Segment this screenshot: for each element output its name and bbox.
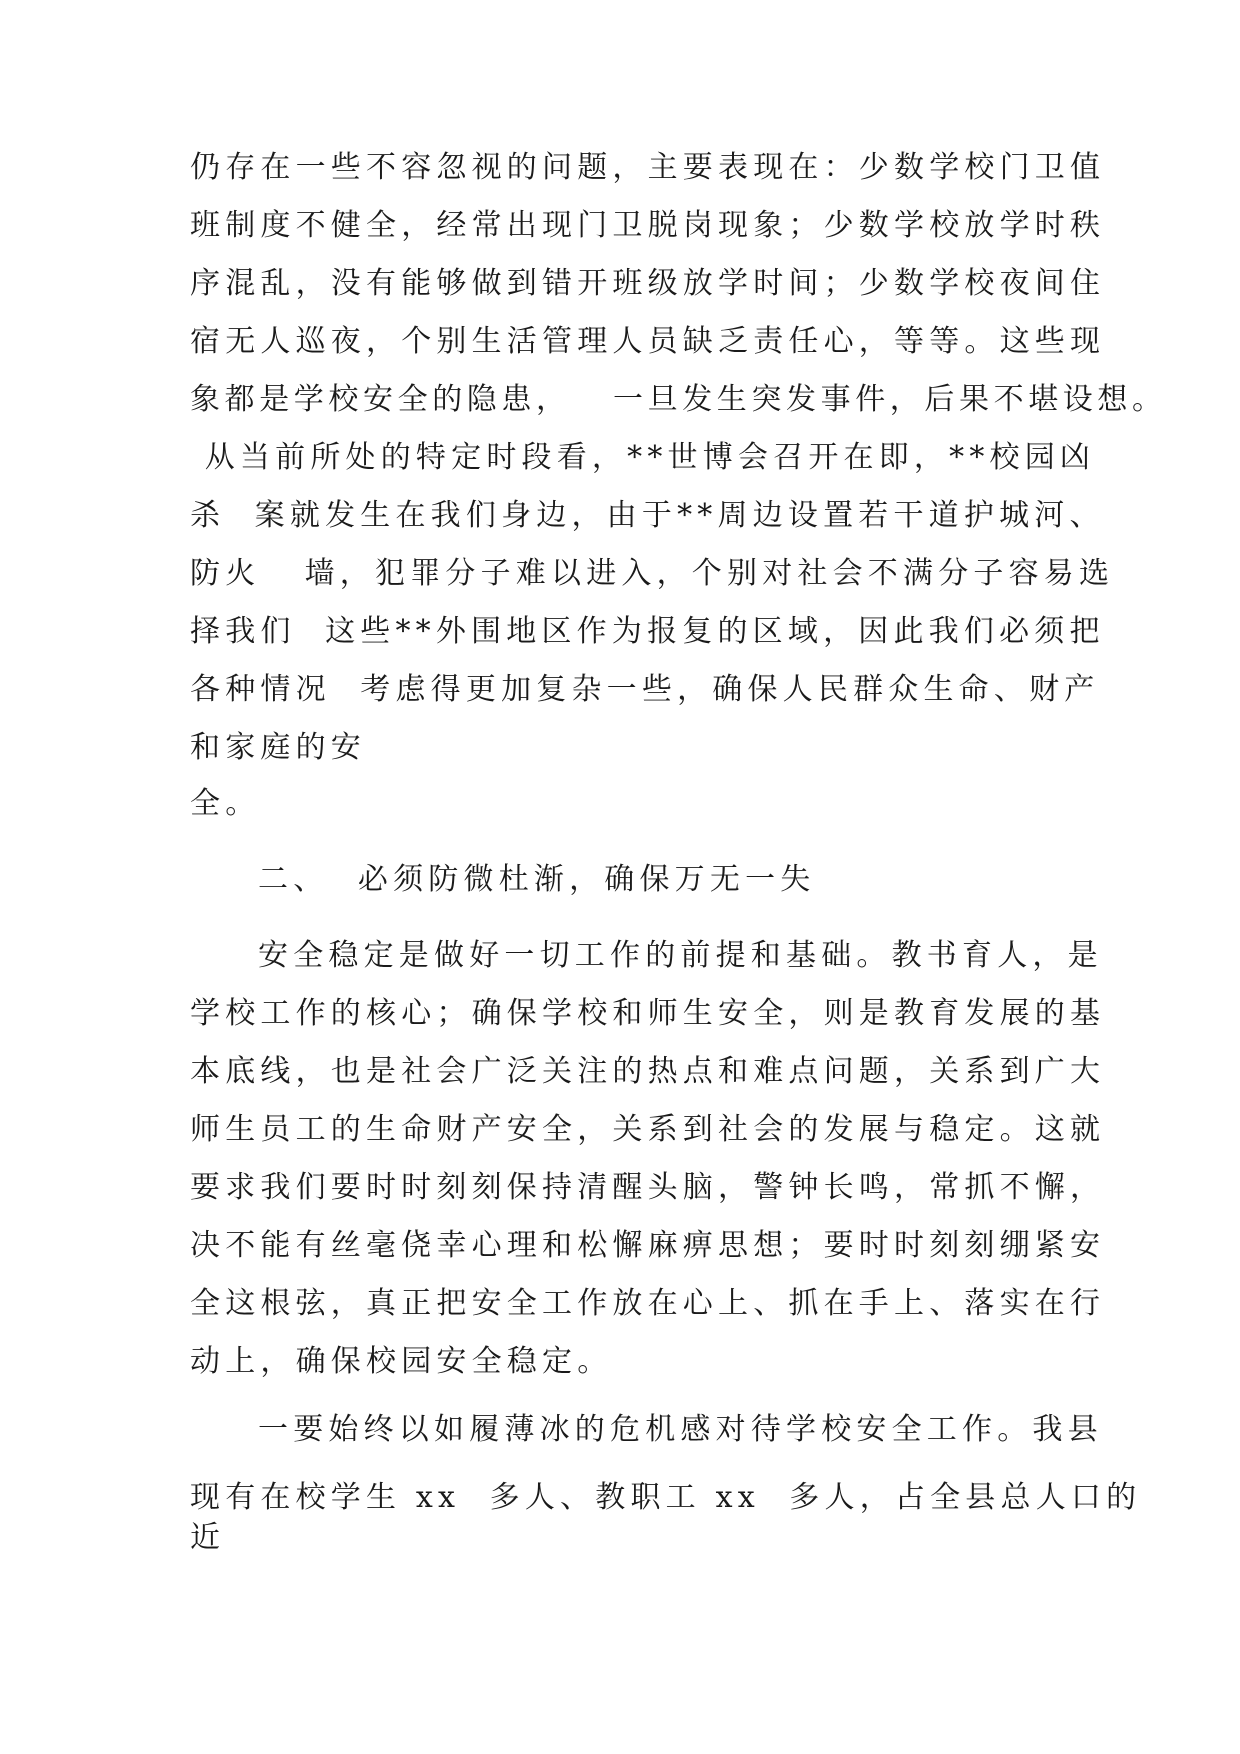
text-line: 和家庭的安: [190, 730, 366, 765]
text-line: 学校工作的核心；确保学校和师生安全，则是教育发展的基: [190, 996, 1106, 1031]
text-line: 象都是学校安全的隐患， 一旦发生突发事件，后果不堪设想。: [190, 382, 1167, 417]
text-line: 杀 案就发生在我们身边，由于**周边设置若干道护城河、: [190, 498, 1105, 533]
text-line: 要求我们要时时刻刻保持清醒头脑，警钟长鸣，常抓不懈，: [190, 1170, 1106, 1205]
section-heading: 二、 必须防微杜渐，确保万无一失: [258, 862, 816, 897]
text-line: 序混乱，没有能够做到错开班级放学时间；少数学校夜间住: [190, 266, 1106, 301]
text-line: 各种情况 考虑得更加复杂一些，确保人民群众生命、财产: [190, 672, 1100, 707]
text-line: 动上，确保校园安全稳定。: [190, 1344, 613, 1379]
text-line: 仍存在一些不容忽视的问题，主要表现在：少数学校门卫值: [190, 150, 1106, 185]
text-line: 班制度不健全，经常出现门卫脱岗现象；少数学校放学时秩: [190, 208, 1106, 243]
text-line: 近: [190, 1520, 226, 1555]
text-line: 决不能有丝毫侥幸心理和松懈麻痹思想；要时时刻刻绷紧安: [190, 1228, 1106, 1263]
text-line: 全这根弦，真正把安全工作放在心上、抓在手上、落实在行: [190, 1286, 1106, 1321]
text-line: 全。: [190, 786, 261, 821]
text-line: 择我们 这些**外围地区作为报复的区域，因此我们必须把: [190, 614, 1105, 649]
text-line: 师生员工的生命财产安全，关系到社会的发展与稳定。这就: [190, 1112, 1106, 1147]
text-line: 宿无人巡夜，个别生活管理人员缺乏责任心，等等。这些现: [190, 324, 1106, 359]
text-line: 防火 墙，犯罪分子难以进入，个别对社会不满分子容易选: [190, 556, 1115, 591]
text-line: 本底线，也是社会广泛关注的热点和难点问题，关系到广大: [190, 1054, 1106, 1089]
text-line: 现有在校学生 xx 多人、教职工 xx 多人，占全县总人口的: [190, 1480, 1142, 1515]
text-line: 从当前所处的特定时段看，**世博会召开在即，**校园凶: [190, 440, 1096, 475]
paragraph-first-line: 安全稳定是做好一切工作的前提和基础。教书育人，是: [258, 938, 1103, 973]
paragraph-first-line: 一要始终以如履薄冰的危机感对待学校安全工作。我县: [258, 1412, 1103, 1447]
